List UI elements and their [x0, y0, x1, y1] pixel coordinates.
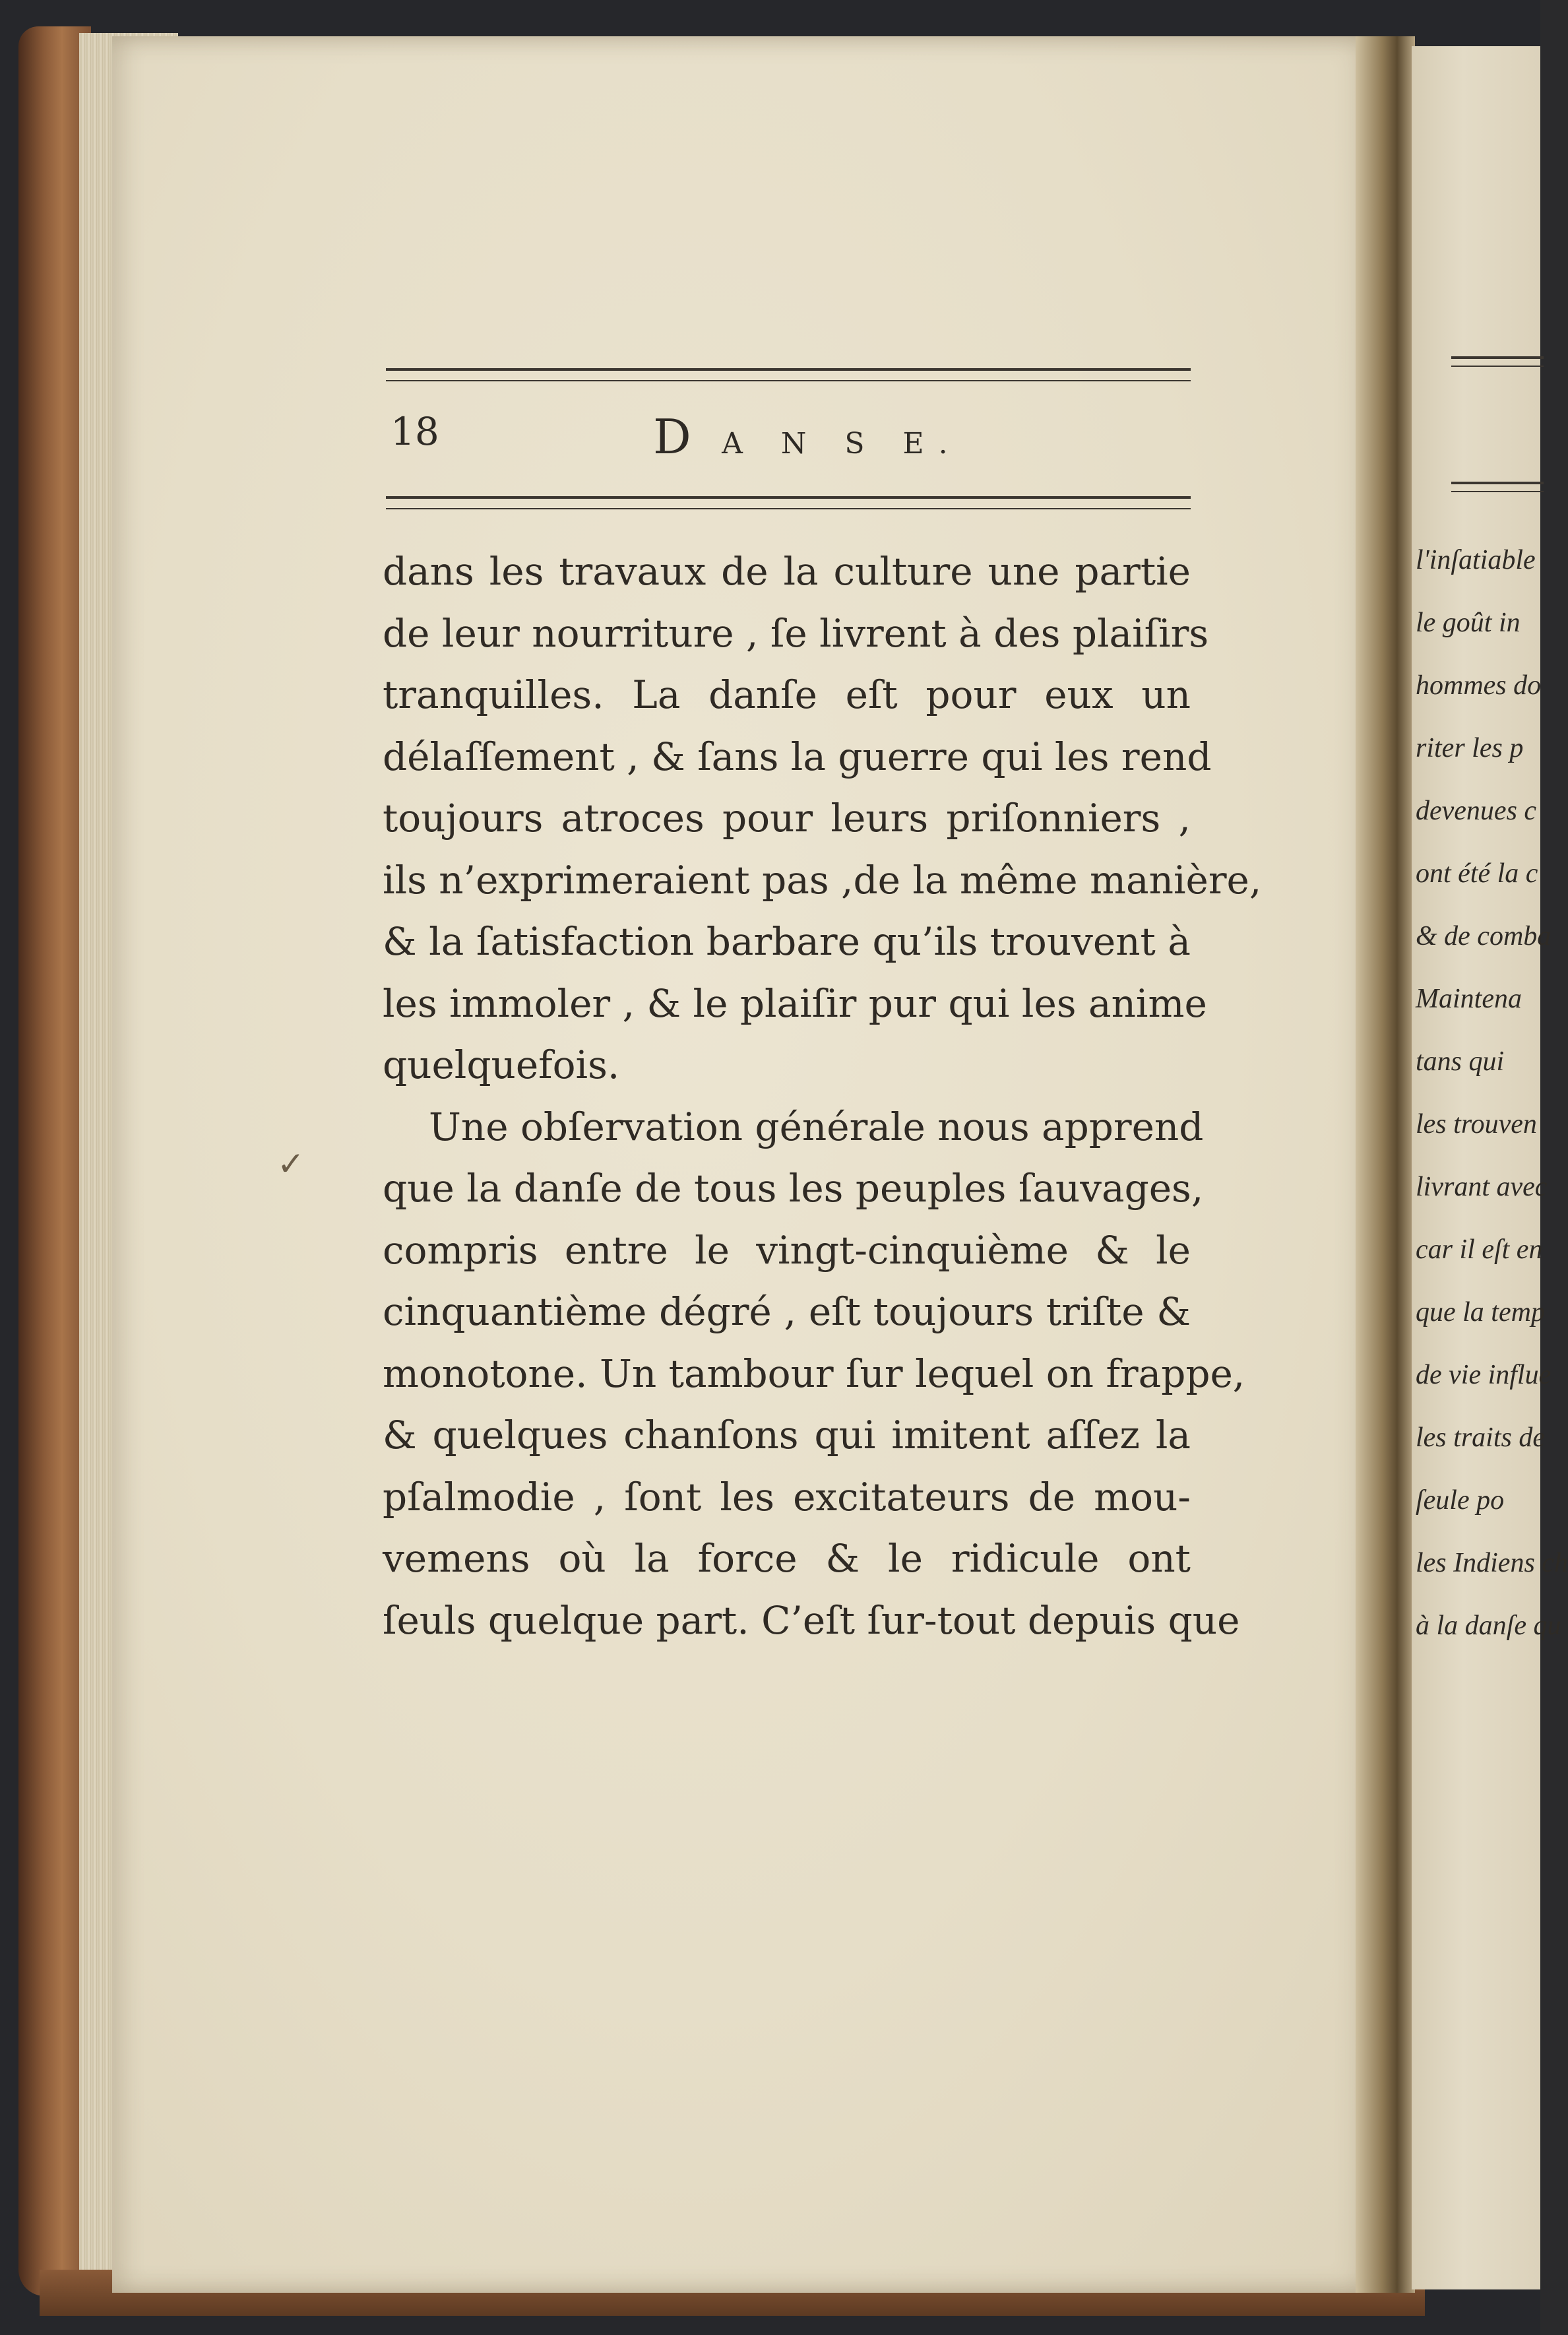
next-page-line: l'inſatiable: [1416, 545, 1536, 575]
text-line: & la ſatisfaction barbare qu’ils trouvent à: [383, 919, 1191, 964]
next-page-rule: [1451, 356, 1544, 367]
text-line: délaſſement , & ſans la guerre qui les rend: [383, 734, 1212, 779]
text-line: ſeuls quelque part. C’eſt ſur-tout depuis que: [383, 1597, 1240, 1643]
next-page-line: les Indiens ch: [1416, 1548, 1568, 1578]
text-line: & quelques chanſons qui imitent aſſez la: [383, 1413, 1191, 1457]
next-page-line: ſeule po: [1416, 1485, 1505, 1516]
next-page-line: le goût in: [1416, 608, 1521, 638]
next-page-line: les trouven: [1416, 1109, 1537, 1139]
body-text: [383, 541, 1262, 1651]
text-line: dans les travaux de la culture une partie: [383, 549, 1191, 594]
next-page-line: tans qui: [1416, 1046, 1505, 1077]
next-page-line: car il eſt en: [1416, 1234, 1543, 1265]
next-page-line: livrant avec: [1416, 1172, 1548, 1202]
text-line: tranquilles. La danſe eſt pour eux un: [383, 672, 1191, 717]
next-page-line: les traits de: [1416, 1423, 1545, 1453]
text-line: Une obſervation générale nous apprend: [429, 1104, 1204, 1149]
next-page-line: & de comba: [1416, 921, 1552, 951]
text-line: monotone. Un tambour ſur lequel on frappe,: [383, 1351, 1245, 1396]
next-page-rule: [1451, 482, 1544, 492]
text-line: quelquefois.: [383, 1042, 620, 1087]
text-line: vemens où la force & le ridicule ont: [383, 1536, 1191, 1581]
text-line: pſalmodie , ſont les excitateurs de mou-: [383, 1474, 1191, 1519]
header-rule-bottom: [386, 496, 1191, 509]
next-page: [1412, 46, 1568, 2289]
next-page-line: Maintena: [1416, 984, 1522, 1014]
margin-pencil-mark: ✓: [277, 1145, 305, 1183]
next-page-line: devenues c: [1416, 796, 1537, 826]
page-number: 18: [391, 409, 439, 454]
text-line: que la danſe de tous les peuples ſauvages,: [383, 1166, 1204, 1211]
next-page-line: riter les p: [1416, 733, 1524, 763]
text-line: les immoler , & le plaiſir pur qui les anime: [383, 980, 1207, 1026]
next-page-line: à la danſe qu: [1416, 1611, 1561, 1641]
book-gutter: [1356, 36, 1415, 2293]
next-page-line: de vie influe: [1416, 1360, 1552, 1390]
next-page-line: ont été la c: [1416, 858, 1538, 889]
next-page-line: hommes do: [1416, 670, 1542, 701]
text-line: compris entre le vingt-cinquième & le: [383, 1227, 1191, 1273]
header-rule-top: [386, 368, 1191, 381]
running-title: [653, 409, 962, 464]
text-line: cinquantième dégré , eſt toujours triſte &: [383, 1289, 1191, 1334]
text-line: ils n’exprimeraient pas ,de la même manière,: [383, 857, 1262, 903]
next-page-line: que la temp: [1416, 1297, 1545, 1327]
running-title-initial: D: [653, 409, 701, 464]
text-line: toujours atroces pour leurs priſonniers ,: [383, 796, 1191, 841]
running-title-rest: A N S E.: [722, 427, 962, 461]
text-line: de leur nourriture , ſe livrent à des plaiſirs: [383, 610, 1209, 656]
